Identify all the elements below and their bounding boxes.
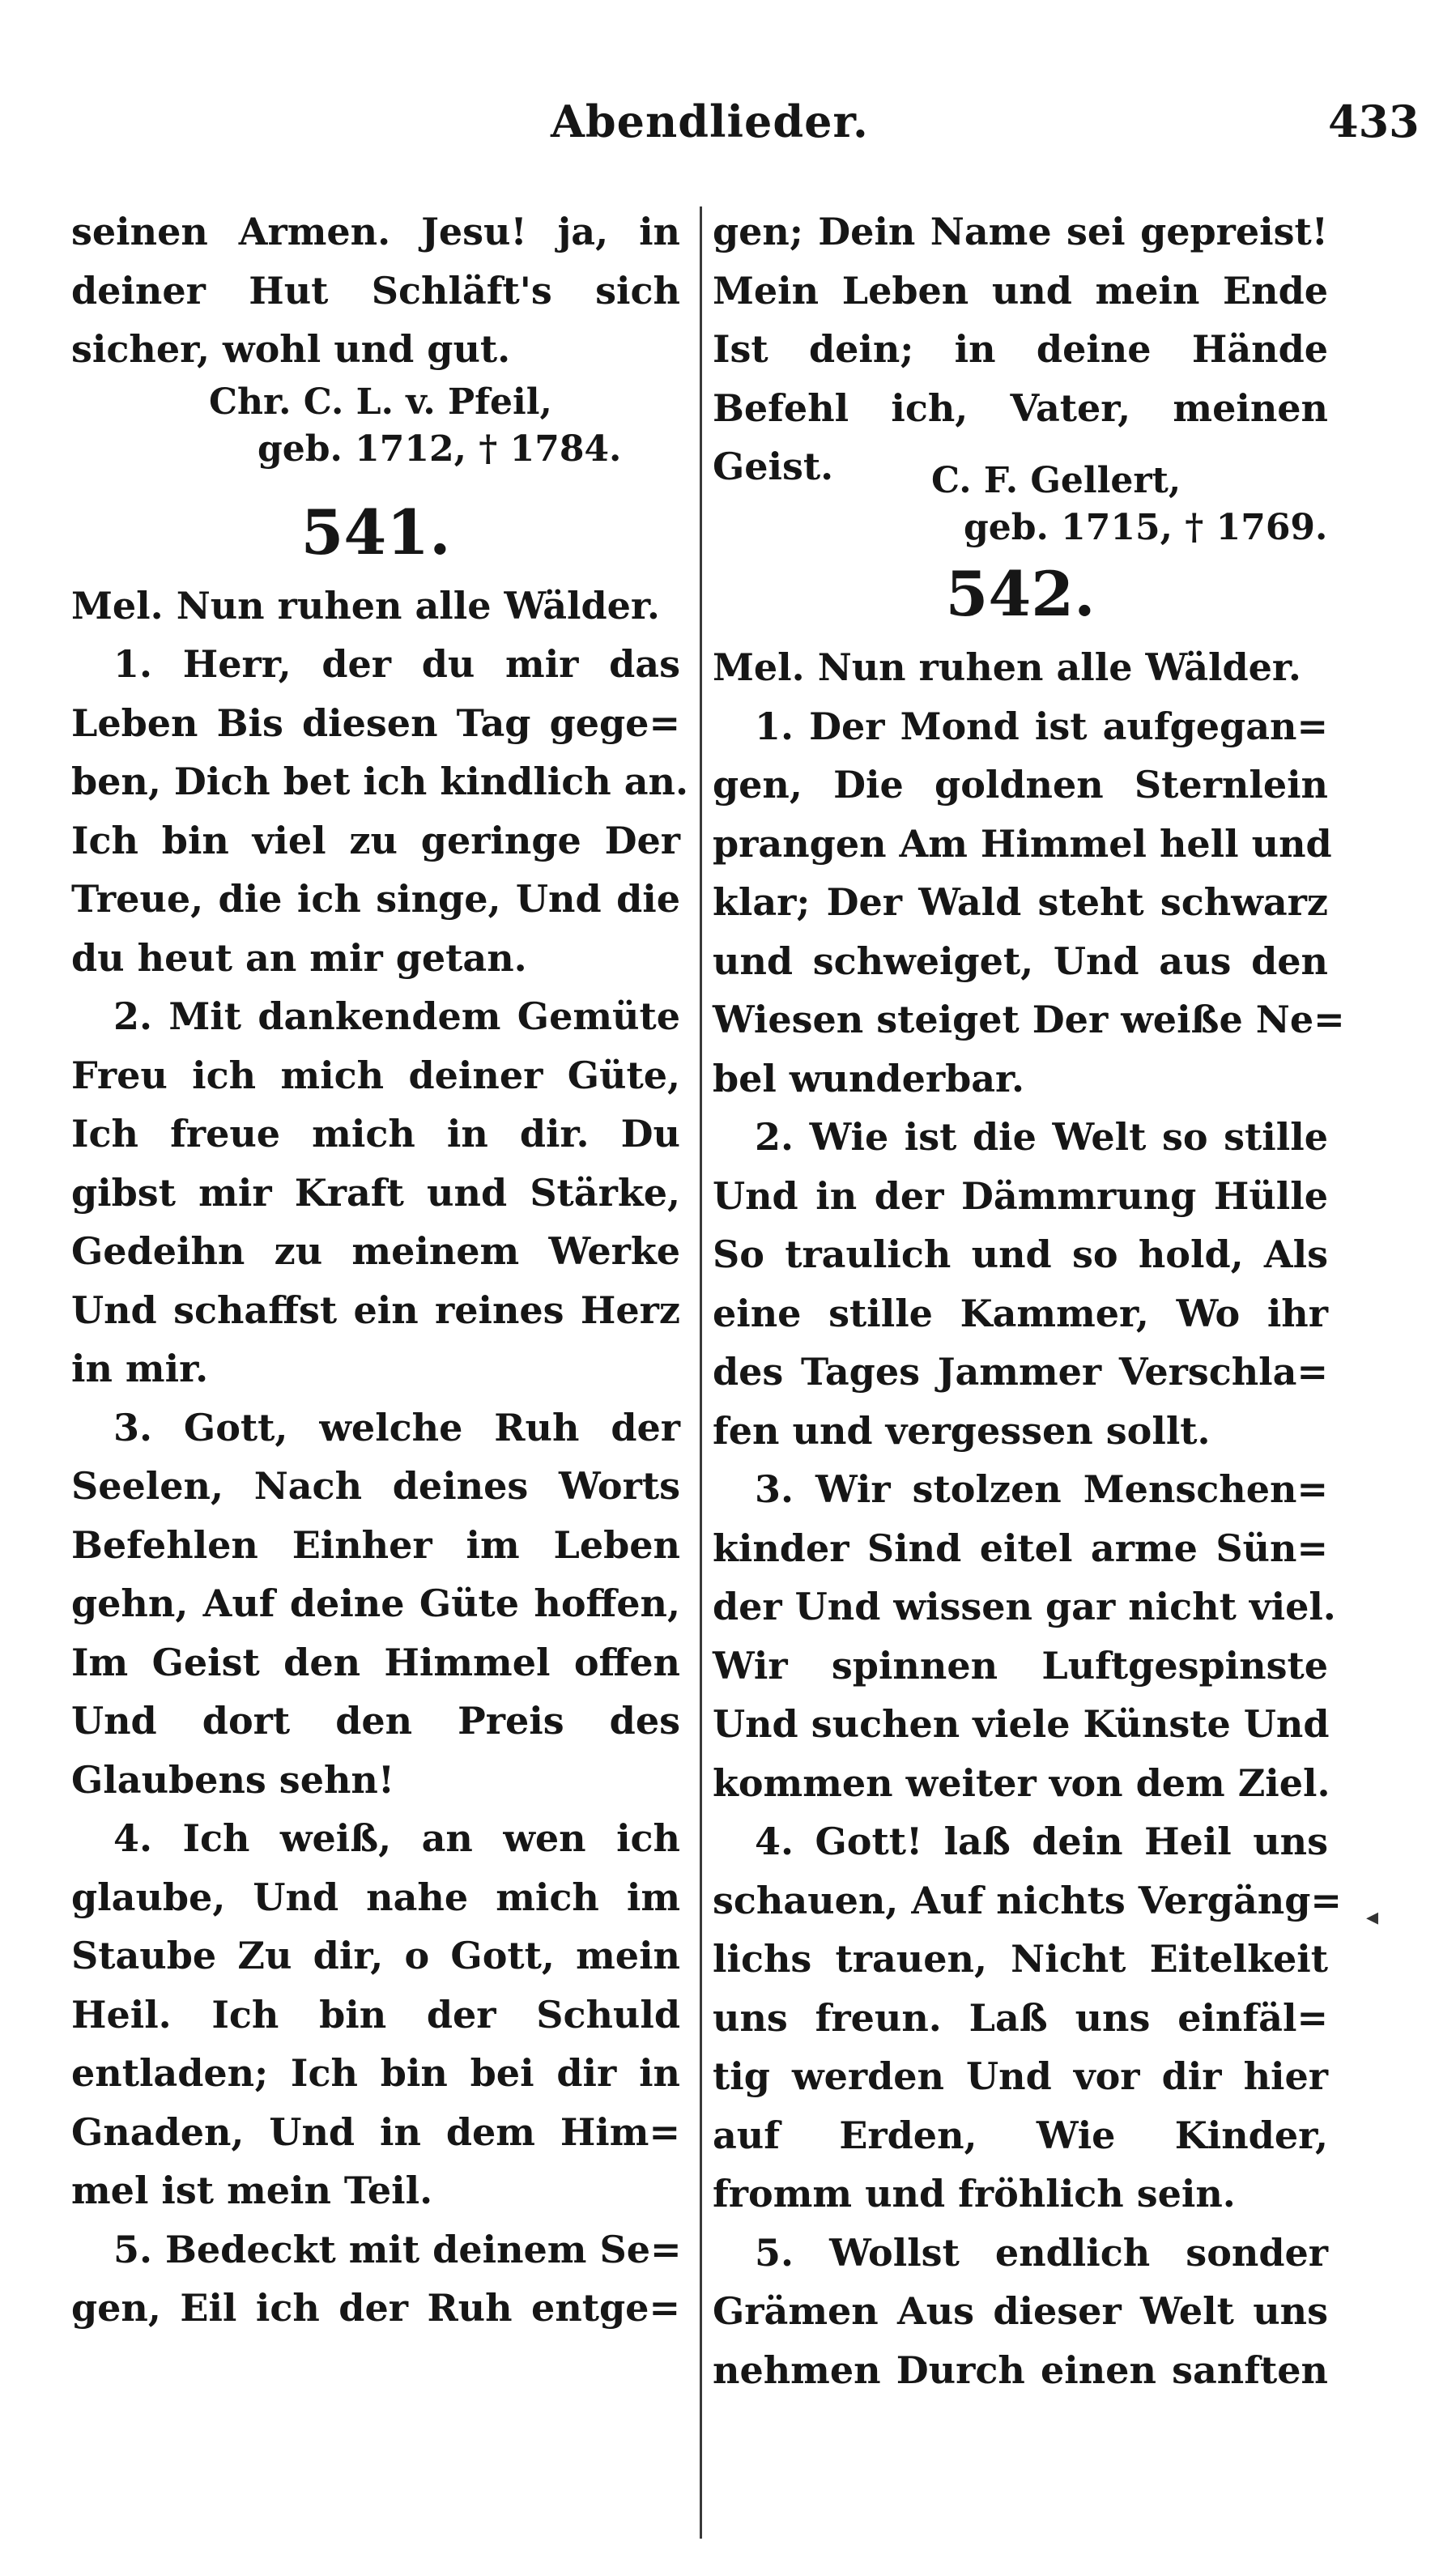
verse-line: 1. Herr, der du mir das (113, 642, 680, 686)
melody-line: Mel. Nun ruhen alle Wälder. (71, 583, 660, 628)
author-attribution: C. F. Gellert, (931, 460, 1181, 501)
verse-line: schauen, Auf nichts Vergäng= (713, 1878, 1342, 1922)
verse-line: Ich bin viel zu geringe Der (71, 818, 680, 862)
text-line (713, 437, 1328, 548)
verse-line: Und schaffst ein reines Herz (71, 1288, 680, 1332)
verse-line: Befehlen Einher im Leben (71, 1522, 680, 1567)
verse-line: Wiesen steiget Der weiße Ne= (713, 998, 1345, 1041)
hymn-number: 541. (300, 496, 451, 568)
verse-line: uns freun. Laß uns einfäl= (713, 1995, 1328, 2040)
verse-line: und schweiget, Und aus den (713, 939, 1328, 983)
verse-line: Ich freue mich in dir. Du (71, 1112, 680, 1156)
verse-line: fen und vergessen sollt. (713, 1408, 1211, 1453)
verse-line: fromm und fröhlich sein. (713, 2172, 1236, 2216)
left-column (71, 202, 689, 2338)
text-line: seinen Armen. Jesu! ja, in (71, 210, 680, 253)
verse-line: 3. Wir stolzen Menschen= (755, 1467, 1328, 1511)
verse-line: bel wunderbar. (713, 1056, 1025, 1100)
verse-line: Freu ich mich deiner Güte, (71, 1053, 680, 1097)
text-line: sicher, wohl und gut. (71, 327, 511, 371)
author-attribution: Chr. C. L. v. Pfeil, (209, 381, 552, 423)
verse-line: Glaubens sehn! (71, 1757, 395, 1802)
verse-line: 2. Mit dankendem Gemüte (113, 994, 680, 1038)
verse-line: 5. Bedeckt mit deinem Se= (113, 2227, 682, 2271)
author-dates: geb. 1715, † 1769. (964, 507, 1328, 548)
verse-line: lichs trauen, Nicht Eitelkeit (713, 1937, 1328, 1981)
verse-line: in mir. (71, 1347, 209, 1390)
verse-line: ben, Dich bet ich kindlich an. (71, 760, 689, 803)
text-line: gen; Dein Name sei gepreist! (713, 210, 1328, 253)
running-head: Abendlieder. (551, 96, 869, 147)
text-line: Befehl ich, Vater, meinen (713, 385, 1328, 430)
verse-line: Gnaden, Und in dem Him= (71, 2109, 680, 2154)
verse-line: klar; Der Wald steht schwarz (713, 880, 1328, 924)
verse-line: gehn, Auf deine Güte hoffen, (71, 1581, 680, 1625)
verse-line: Und dort den Preis des (71, 1699, 680, 1743)
verse-line: Heil. Ich bin der Schuld (71, 1992, 680, 2037)
verse-line: Treue, die ich singe, Und die (71, 877, 680, 921)
column-divider (700, 206, 702, 2539)
verse-line: Leben Bis diesen Tag gege= (71, 700, 680, 745)
verse-line: Und in der Dämmrung Hülle (713, 1173, 1328, 1218)
verse-line: Seelen, Nach deines Worts (71, 1464, 680, 1508)
verse-line: des Tages Jammer Verschla= (713, 1350, 1328, 1394)
verse-line: 2. Wie ist die Welt so stille (755, 1115, 1328, 1159)
verse-line: mel ist mein Teil. (71, 2169, 433, 2212)
verse-line: Und suchen viele Künste Und (713, 1702, 1330, 1746)
margin-arrow-icon: ◂ (1366, 1903, 1379, 1931)
last-word: Geist. (713, 445, 834, 488)
page-number: 433 (1328, 96, 1420, 147)
verse-line: 1. Der Mond ist aufgegan= (755, 704, 1328, 748)
verse-line: gibst mir Kraft und Stärke, (71, 1170, 680, 1215)
right-column (713, 202, 1345, 2399)
verse-line: 5. Wollst endlich sonder (755, 2230, 1328, 2275)
verse-line: der Und wissen gar nicht viel. (713, 1585, 1336, 1628)
verse-line: kinder Sind eitel arme Sün= (713, 1526, 1328, 1570)
verse-line: So traulich und so hold, Als (713, 1232, 1328, 1276)
verse-line: kommen weiter von dem Ziel. (713, 1760, 1330, 1805)
verse-line: Grämen Aus dieser Welt uns (713, 2289, 1328, 2333)
verse-line: 4. Ich weiß, an wen ich (113, 1816, 680, 1860)
melody-line: Mel. Nun ruhen alle Wälder. (713, 645, 1301, 689)
verse-line: nehmen Durch einen sanften (713, 2348, 1328, 2392)
verse-line: glaube, Und nahe mich im (71, 1875, 680, 1919)
verse-line: gen, Eil ich der Ruh entge= (71, 2286, 680, 2330)
text-line: Mein Leben und mein Ende (713, 268, 1328, 313)
text-line: Ist dein; in deine Hände (713, 327, 1328, 371)
verse-line: Im Geist den Himmel offen (71, 1640, 680, 1684)
verse-line: prangen Am Himmel hell und (713, 821, 1332, 866)
text-line: deiner Hut Schläft's sich (71, 268, 680, 313)
verse-line: auf Erden, Wie Kinder, (713, 2113, 1328, 2157)
verse-line: du heut an mir getan. (71, 935, 527, 980)
verse-line: 4. Gott! laß dein Heil uns (755, 1820, 1328, 1863)
verse-line: Staube Zu dir, o Gott, mein (71, 1934, 680, 1977)
verse-line: eine stille Kammer, Wo ihr (713, 1291, 1328, 1335)
verse-line: tig werden Und vor dir hier (713, 2054, 1328, 2098)
verse-line: gen, Die goldnen Sternlein (713, 763, 1328, 807)
verse-line: Gedeihn zu meinem Werke (71, 1229, 680, 1273)
author-dates: geb. 1712, † 1784. (258, 428, 622, 470)
verse-line: Wir spinnen Luftgespinste (713, 1643, 1328, 1688)
verse-line: entladen; Ich bin bei dir in (71, 2051, 680, 2095)
verse-line: 3. Gott, welche Ruh der (113, 1405, 680, 1449)
hymn-number: 542. (945, 558, 1096, 630)
